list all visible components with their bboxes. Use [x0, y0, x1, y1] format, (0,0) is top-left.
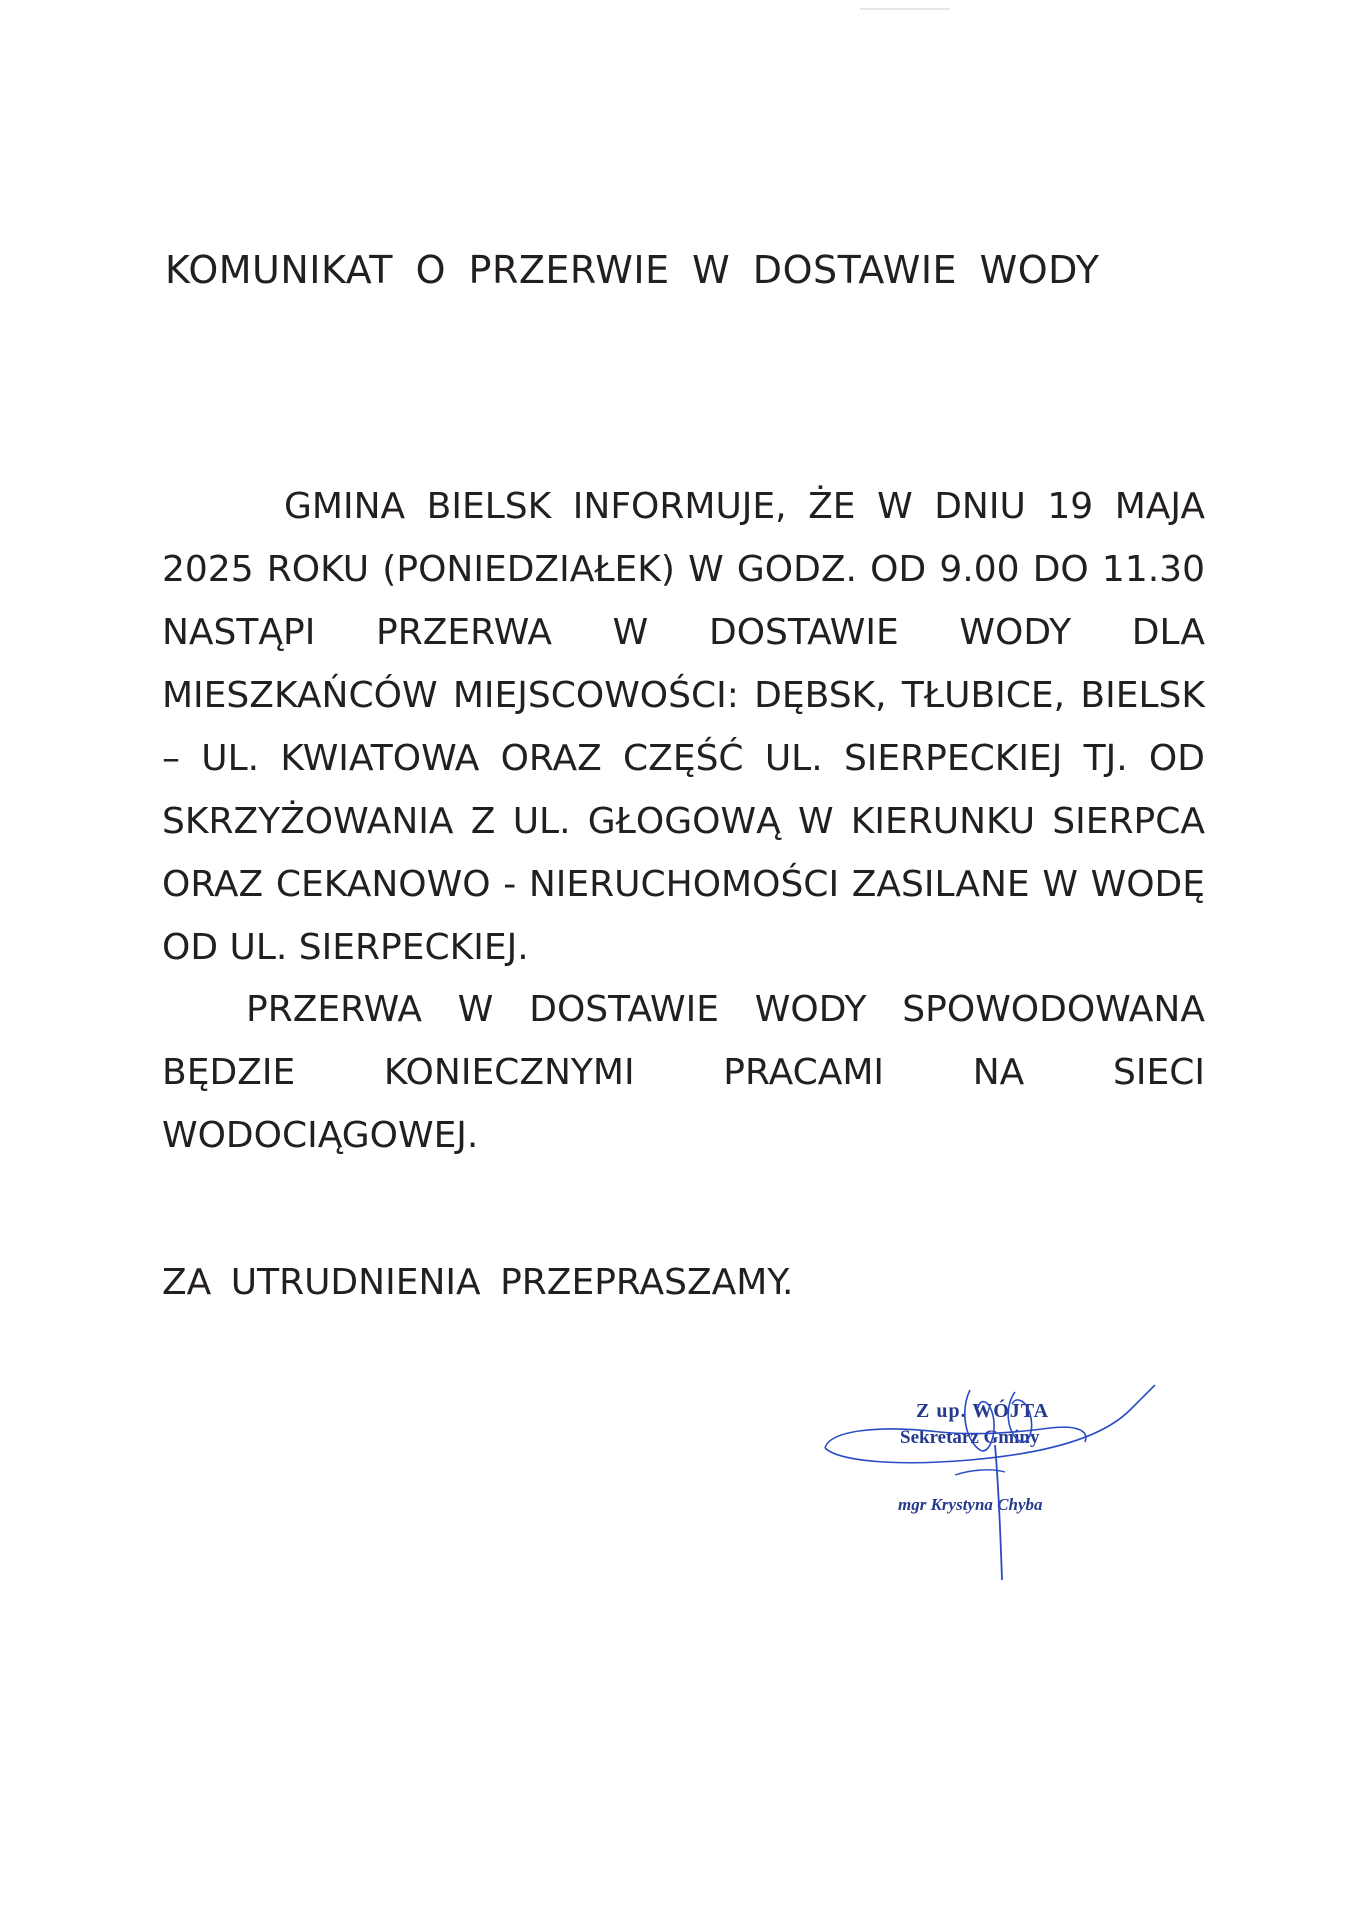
announcement-paragraph: GMINA BIELSK INFORMUJE, ŻE W DNIU 19 MAJA 2025 ROKU (PONIEDZIAŁEK) W GODZ. OD 9.00 DO 11.30 NASTĄPI PRZERWA W DOSTAWIE WODY DLA MIESZKAŃCÓW MIEJSCOWOŚCI: DĘBSK, TŁUBICE, BIELSK – UL. KWIATOWA ORAZ CZĘŚĆ UL. SIERPECKIEJ TJ. OD SKRZYŻOWANIA Z UL. GŁOGOWĄ W KIERUNKU SIERPCA ORAZ CEKANOWO - NIERUCHOMOŚCI ZASILANE W WODĘ OD UL. SIERPECKIEJ. — [162, 486, 1205, 968]
reason-paragraph: PRZERWA W DOSTAWIE WODY SPOWODOWANA BĘDZIE KONIECZNYMI PRACAMI NA SIECI WODOCIĄGOWEJ. — [162, 989, 1205, 1156]
stamp-name-line: mgr Krystyna Chyba — [898, 1495, 1043, 1514]
signature-stamp — [820, 1370, 1180, 1600]
stamp-authority-line: Z up. WÓJTA — [916, 1400, 1050, 1422]
document-title: KOMUNIKAT O PRZERWIE W DOSTAWIE WODY — [165, 248, 1100, 292]
handwritten-signature — [820, 1370, 1180, 1600]
scan-artifact — [860, 8, 950, 10]
stamp-role-line: Sekretarz Gminy — [900, 1427, 1040, 1448]
closing-apology: ZA UTRUDNIENIA PRZEPRASZAMY. — [162, 1262, 794, 1303]
